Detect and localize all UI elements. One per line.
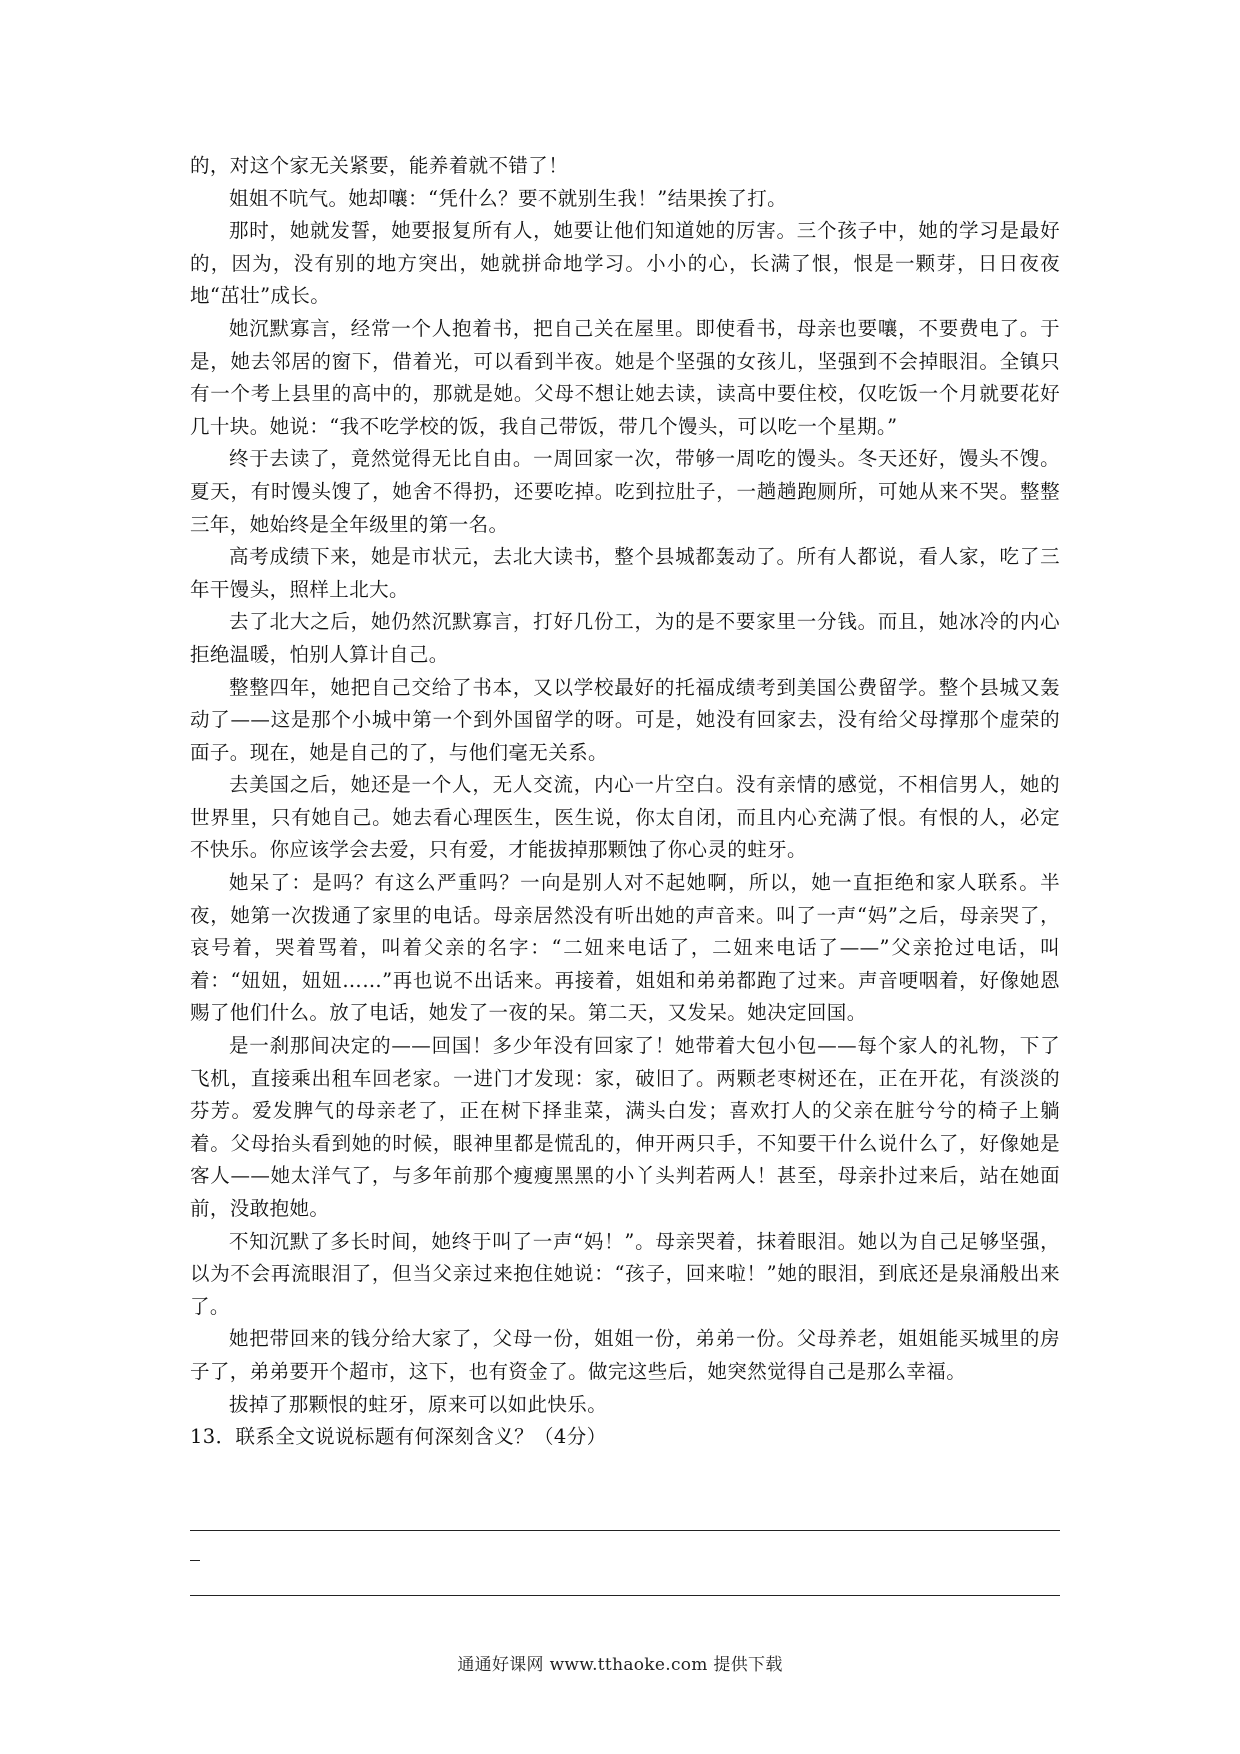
paragraph-2: 姐姐不吭气。她却嚷：“凭什么？要不就别生我！”结果挨了打。 — [229, 186, 788, 210]
paragraph-1: 的，对这个家无关紧要，能养着就不错了！ — [190, 154, 569, 177]
paragraph-9: 去美国之后，她还是一个人，无人交流，内心一片空白。没有亲情的感觉，不相信男人，她的世界里，只有她自己。她去看心理医生，医生说，你太自闭，而且内心充满了恨。有恨的人，必定不快乐。你应该学会去爱，只有爱，才能拔掉那颗蚀了你心灵的蛀牙。 — [190, 773, 1060, 862]
article-body — [190, 150, 1060, 1454]
paragraph-11: 是一刹那间决定的——回国！多少年没有回家了！她带着大包小包——每个家人的礼物，下了飞机，直接乘出租车回老家。一进门才发现：家，破旧了。两颗老枣树还在，正在开花，有淡淡的芬芳。爱发脾气的母亲老了，正在树下择韭菜，满头白发；喜欢打人的父亲在脏兮兮的椅子上躺着。父母抬头看到她的时候，眼神里都是慌乱的，伸开两只手，不知要干什么说什么了，好像她是客人——她太洋气了，与多年前那个瘦瘦黑黑的小丫头判若两人！甚至，母亲扑过来后，站在她面前，没敢抱她。 — [190, 1034, 1060, 1220]
paragraph-10: 她呆了：是吗？有这么严重吗？一向是别人对不起她啊，所以，她一直拒绝和家人联系。半夜，她第一次拨通了家里的电话。母亲居然没有听出她的声音来。叫了一声“妈”之后，母亲哭了，哀号着，哭着骂着，叫着父亲的名字：“二妞来电话了，二妞来电话了——”父亲抢过电话，叫着：“妞妞，妞妞……”再也说不出话来。再接着，姐姐和弟弟都跑了过来。声音哽咽着，好像她恩赐了他们什么。放了电话，她发了一夜的呆。第二天，又发呆。她决定回国。 — [190, 871, 1060, 1025]
paragraph-12: 不知沉默了多长时间，她终于叫了一声“妈！”。母亲哭着，抹着眼泪。她以为自己足够坚强，以为不会再流眼泪了，但当父亲过来抱住她说：“孩子，回来啦！”她的眼泪，到底还是泉涌般出来了。 — [190, 1229, 1060, 1318]
answer-area[interactable] — [190, 1530, 1060, 1610]
answer-line — [190, 1595, 1060, 1596]
paragraph-14: 拔掉了那颗恨的蛀牙，原来可以如此快乐。 — [229, 1392, 608, 1416]
paragraph-5: 终于去读了，竟然觉得无比自由。一周回家一次，带够一周吃的馒头。冬天还好，馒头不馊。夏天，有时馒头馊了，她舍不得扔，还要吃掉。吃到拉肚子，一趟趟跑厕所，可她从来不哭。整整三年，她始终是全年级里的第一名。 — [190, 447, 1060, 536]
paragraph-7: 去了北大之后，她仍然沉默寡言，打好几份工，为的是不要家里一分钱。而且，她冰冷的内心拒绝温暖，怕别人算计自己。 — [190, 610, 1060, 666]
paragraph-13: 她把带回来的钱分给大家了，父母一份，姐姐一份，弟弟一份。父母养老，姐姐能买城里的房子了，弟弟要开个超市，这下，也有资金了。做完这些后，她突然觉得自己是那么幸福。 — [190, 1327, 1060, 1383]
answer-line — [190, 1530, 1060, 1531]
paragraph-6: 高考成绩下来，她是市状元，去北大读书，整个县城都轰动了。所有人都说，看人家，吃了三年干馒头，照样上北大。 — [190, 545, 1060, 601]
paragraph-4: 她沉默寡言，经常一个人抱着书，把自己关在屋里。即使看书，母亲也要嚷，不要费电了。于是，她去邻居的窗下，借着光，可以看到半夜。她是个坚强的女孩儿，坚强到不会掉眼泪。全镇只有一个考上县里的高中的，那就是她。父母不想让她去读，读高中要住校，仅吃饭一个月就要花好几十块。她说：“我不吃学校的饭，我自己带饭，带几个馒头，可以吃一个星期。” — [190, 316, 1060, 438]
question-13: 13．联系全文说说标题有何深刻含义？（4分） — [190, 1425, 607, 1449]
answer-dash — [190, 1560, 200, 1561]
paragraph-3: 那时，她就发誓，她要报复所有人，她要让他们知道她的厉害。三个孩子中，她的学习是最好的，因为，没有别的地方突出，她就拼命地学习。小小的心，长满了恨，恨是一颗芽，日日夜夜地“茁壮”成长。 — [190, 219, 1060, 308]
paragraph-8: 整整四年，她把自己交给了书本，又以学校最好的托福成绩考到美国公费留学。整个县城又轰动了——这是那个小城中第一个到外国留学的呀。可是，她没有回家去，没有给父母撑那个虚荣的面子。现在，她是自己的了，与他们毫无关系。 — [190, 675, 1060, 764]
page-footer: 通通好课网 www.tthaoke.com 提供下载 — [457, 1655, 783, 1675]
